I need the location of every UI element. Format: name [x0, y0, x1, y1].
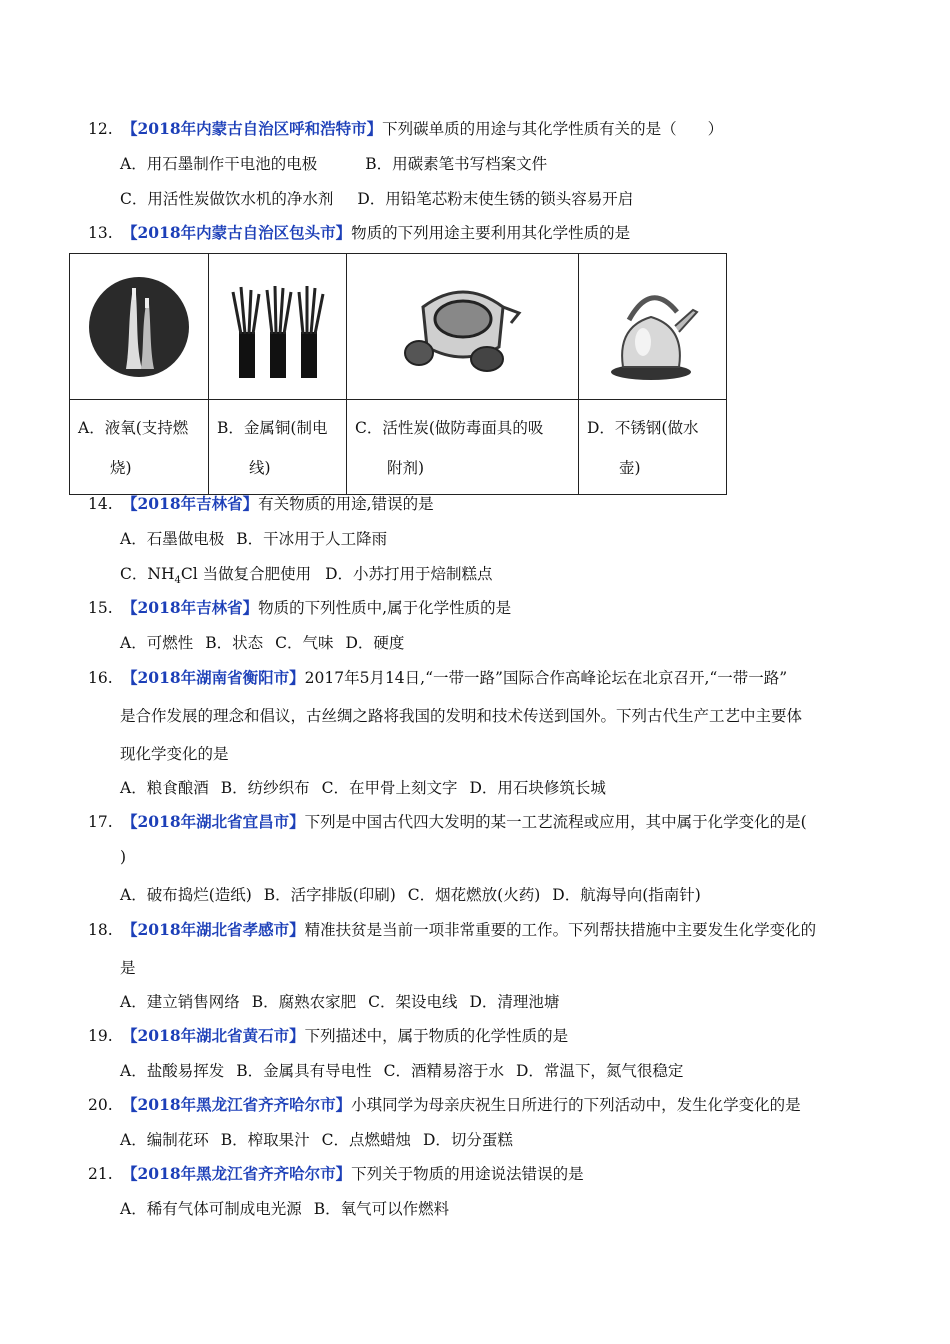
options-row [120, 990, 571, 1012]
question-13: 13. 【2018年内蒙古自治区包头市】物质的下列用途主要利用其化学性质的是 [88, 223, 631, 242]
option-d: D．切分蛋糕 [422, 1131, 513, 1149]
question-stem-cont: 现化学变化的是 [120, 745, 229, 763]
option-a-caption: A．液氧(支持燃 烧) [70, 400, 209, 495]
option-a: A．编制花环 [120, 1131, 209, 1149]
question-12: 12. 【2018年内蒙古自治区呼和浩特市】下列碳单质的用途与其化学性质有关的是（ ） [88, 119, 724, 138]
image-cell-b [209, 254, 347, 400]
option-b: B．榨取果汁 [220, 1131, 310, 1149]
question-stem: 下列碳单质的用途与其化学性质有关的是（ ） [382, 120, 724, 138]
option-b: B．纺纱织布 [220, 779, 310, 797]
question-stem: 下列是中国古代四大发明的某一工艺流程或应用，其中属于化学变化的是( [304, 813, 807, 831]
image-cell-d [579, 254, 727, 400]
option-a: A．破布捣烂(造纸) [120, 886, 252, 904]
option-b: B．用碳素笔书写档案文件 [365, 155, 548, 173]
options-row [120, 883, 713, 905]
option-c: C．烟花燃放(火药) [407, 886, 541, 904]
option-c: C．点燃蜡烛 [321, 1131, 411, 1149]
gas-mask-icon [403, 277, 523, 377]
option-d: D．清理池塘 [469, 993, 560, 1011]
question-stem: 下列关于物质的用途说法错误的是 [351, 1165, 584, 1183]
options-row [120, 562, 493, 586]
question-stem: 2017年5月14日,“一带一路”国际合作高峰论坛在北京召开,“一带一路” [304, 669, 788, 687]
option-a: A．建立销售网络 [120, 993, 240, 1011]
source-tag: 【2018年湖北省黄石市】 [122, 1026, 305, 1045]
option-a: A．用石墨制作干电池的电极 [120, 155, 318, 173]
option-a: A．可燃性 [120, 634, 194, 652]
source-tag: 【2018年内蒙古自治区呼和浩特市】 [122, 119, 383, 138]
question-stem: 有关物质的用途,错误的是 [258, 495, 434, 513]
kettle-icon [603, 272, 703, 382]
option-b: B．腐熟农家肥 [251, 993, 357, 1011]
options-row [120, 527, 399, 549]
question-stem: 物质的下列性质中,属于化学性质的是 [258, 599, 512, 617]
image-cell-a [70, 254, 209, 400]
options-row [120, 1197, 461, 1219]
options-row [120, 152, 547, 174]
rocket-launch-icon [86, 274, 192, 380]
source-tag: 【2018年黑龙江省齐齐哈尔市】 [122, 1095, 352, 1114]
question-stem: 精准扶贫是当前一项非常重要的工作。下列帮扶措施中主要发生化学变化的 [304, 921, 817, 939]
question-stem: 下列描述中，属于物质的化学性质的是 [304, 1027, 569, 1045]
question-stem-cont: ) [120, 848, 127, 866]
source-tag: 【2018年黑龙江省齐齐哈尔市】 [122, 1164, 352, 1183]
option-a: A．盐酸易挥发 [120, 1062, 225, 1080]
option-c: C．架设电线 [368, 993, 458, 1011]
option-d-caption: D．不锈钢(做水 壶) [579, 400, 727, 495]
source-tag: 【2018年吉林省】 [122, 494, 259, 513]
option-image-table [69, 253, 727, 495]
option-a: A．粮食酿酒 [120, 779, 209, 797]
question-21: 21. 【2018年黑龙江省齐齐哈尔市】下列关于物质的用途说法错误的是 [88, 1164, 584, 1183]
option-b-caption: B．金属铜(制电 线) [209, 400, 347, 495]
options-row [120, 631, 416, 653]
source-tag: 【2018年湖南省衡阳市】 [122, 668, 305, 687]
option-d: D．用铅笔芯粉末使生锈的锁头容易开启 [357, 190, 634, 208]
option-c: C．气味 [275, 634, 334, 652]
option-b: B．干冰用于人工降雨 [236, 530, 388, 548]
option-a: A．稀有气体可制成电光源 [120, 1200, 302, 1218]
question-stem-cont: 是合作发展的理念和倡议，古丝绸之路将我国的发明和技术传送到国外。下列古代生产工艺中主要体 [120, 707, 803, 725]
option-c: C．用活性炭做饮水机的净水剂 [120, 190, 334, 208]
option-c-caption: C．活性炭(做防毒面具的吸 附剂) [347, 400, 579, 495]
question-stem: 小琪同学为母亲庆祝生日所进行的下列活动中，发生化学变化的是 [351, 1096, 801, 1114]
option-d: D．小苏打用于焙制糕点 [325, 565, 493, 583]
options-row [120, 1059, 695, 1081]
options-row [120, 776, 618, 798]
question-15: 15. 【2018年吉林省】物质的下列性质中,属于化学性质的是 [88, 598, 512, 617]
option-c: C．在甲骨上刻文字 [321, 779, 458, 797]
source-tag: 【2018年吉林省】 [122, 598, 259, 617]
option-d: D．航海导向(指南针) [552, 886, 701, 904]
copper-wire-icon [223, 272, 333, 382]
question-19: 19. 【2018年湖北省黄石市】下列描述中，属于物质的化学性质的是 [88, 1026, 569, 1045]
source-tag: 【2018年湖北省孝感市】 [122, 920, 305, 939]
options-row [120, 1128, 525, 1150]
option-c: C．$NH_4Cl$ 当做复合肥使用 [120, 565, 312, 587]
option-c: C．酒精易溶于水 [383, 1062, 504, 1080]
options-row [120, 187, 633, 209]
question-stem: 物质的下列用途主要利用其化学性质的是 [351, 224, 631, 242]
image-cell-c [347, 254, 579, 400]
question-16: 16. 【2018年湖南省衡阳市】2017年5月14日,“一带一路”国际合作高峰论坛在北京召开,“一带一路” [88, 668, 788, 687]
option-b: B．活字排版(印刷) [263, 886, 396, 904]
option-b: B．状态 [205, 634, 264, 652]
source-tag: 【2018年内蒙古自治区包头市】 [122, 223, 352, 242]
question-14: 14. 【2018年吉林省】有关物质的用途,错误的是 [88, 494, 434, 513]
option-a: A．石墨做电极 [120, 530, 225, 548]
option-d: D．硬度 [345, 634, 405, 652]
option-d: D．用石块修筑长城 [469, 779, 606, 797]
option-d: D．常温下，氮气很稳定 [515, 1062, 684, 1080]
question-18: 18. 【2018年湖北省孝感市】精准扶贫是当前一项非常重要的工作。下列帮扶措施中主要发生化学变化的 [88, 920, 817, 939]
option-b: B．金属具有导电性 [236, 1062, 372, 1080]
question-stem-cont: 是 [120, 959, 136, 977]
question-17: 17. 【2018年湖北省宜昌市】下列是中国古代四大发明的某一工艺流程或应用，其中属于化学变化的是( [88, 812, 807, 831]
question-20: 20. 【2018年黑龙江省齐齐哈尔市】小琪同学为母亲庆祝生日所进行的下列活动中，发生化学变化的是 [88, 1095, 801, 1114]
source-tag: 【2018年湖北省宜昌市】 [122, 812, 305, 831]
option-b: B．氧气可以作燃料 [313, 1200, 450, 1218]
